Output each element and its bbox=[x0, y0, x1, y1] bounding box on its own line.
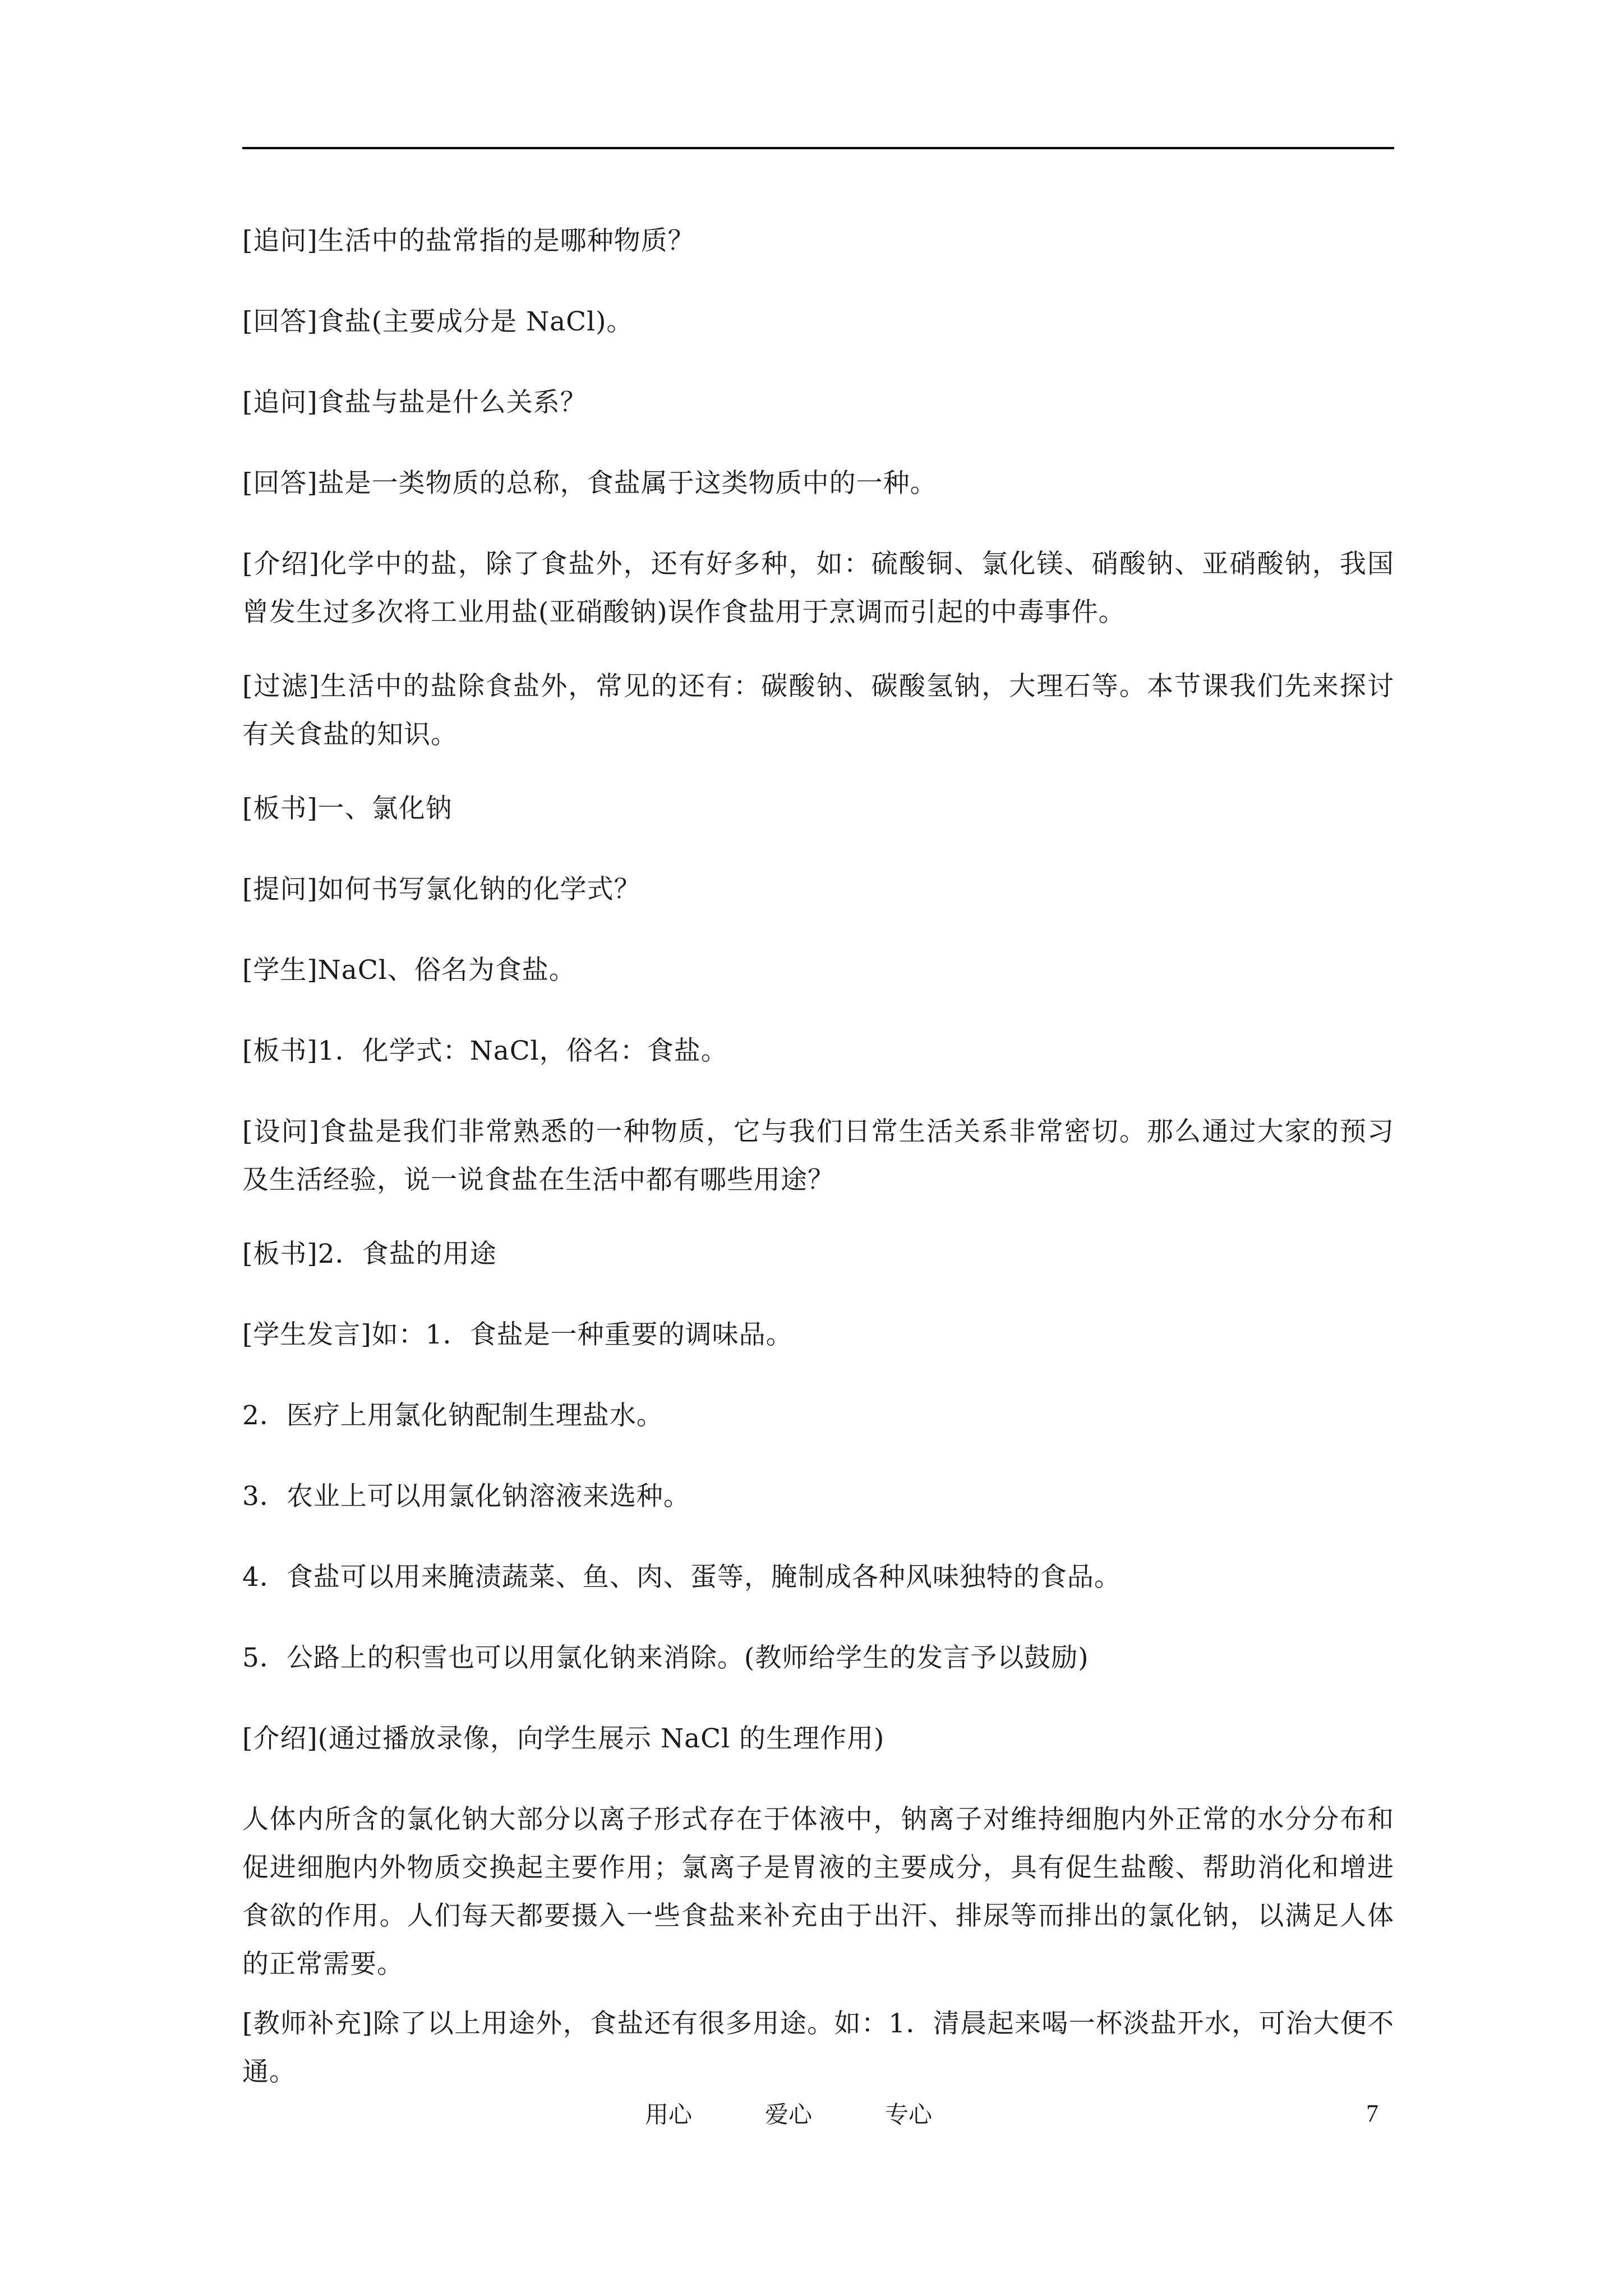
paragraph: [过滤]生活中的盐除食盐外，常见的还有：碳酸钠、碳酸氢钠，大理石等。本节课我们先来探讨有关食盐的知识。 bbox=[242, 671, 1394, 750]
paragraph: [追问]食盐与盐是什么关系？ bbox=[242, 387, 587, 418]
paragraph: 3．农业上可以用氯化钠溶液来选种。 bbox=[242, 1481, 690, 1512]
paragraph: [学生发言]如：1．食盐是一种重要的调味品。 bbox=[242, 1319, 793, 1350]
footer-motto-word: 专心 bbox=[885, 2101, 933, 2128]
paragraph: [提问]如何书写氯化钠的化学式？ bbox=[242, 874, 641, 905]
paragraph: 2．医疗上用氯化钠配制生理盐水。 bbox=[242, 1400, 663, 1431]
page-number: 7 bbox=[1366, 2100, 1378, 2127]
paragraph: [板书]2．食盐的用途 bbox=[242, 1239, 497, 1269]
paragraph: [教师补充]除了以上用途外，食盐还有很多用途。如：1．清晨起来喝一杯淡盐开水，可治大便不通。 bbox=[242, 2008, 1394, 2087]
paragraph: [回答]食盐(主要成分是 NaCl)。 bbox=[242, 306, 634, 337]
paragraph: [追问]生活中的盐常指的是哪种物质？ bbox=[242, 226, 695, 256]
paragraph: [设问]食盐是我们非常熟悉的一种物质，它与我们日常生活关系非常密切。那么通过大家的预习及生活经验，说一说食盐在生活中都有哪些用途？ bbox=[242, 1116, 1394, 1195]
header-rule bbox=[242, 147, 1394, 149]
paragraph: [板书]1．化学式：NaCl，俗名：食盐。 bbox=[242, 1036, 728, 1066]
paragraph: [介绍](通过播放录像，向学生展示 NaCl 的生理作用) bbox=[242, 1723, 885, 1754]
footer-motto-word: 用心 bbox=[645, 2101, 693, 2128]
paragraph: 人体内所含的氯化钠大部分以离子形式存在于体液中，钠离子对维持细胞内外正常的水分分布和促进细胞内外物质交换起主要作用；氯离子是胃液的主要成分，具有促生盐酸、帮助消化和增进食欲的作用。人们每天都要摄入一些食盐来补充由于出汗、排尿等而排出的氯化钠，以满足人体的正常需要。 bbox=[242, 1804, 1394, 1980]
paragraph: [介绍]化学中的盐，除了食盐外，还有好多种，如：硫酸铜、氯化镁、硝酸钠、亚硝酸钠，我国曾发生过多次将工业用盐(亚硝酸钠)误作食盐用于烹调而引起的中毒事件。 bbox=[242, 549, 1394, 628]
paragraph: 5．公路上的积雪也可以用氯化钠来消除。(教师给学生的发言予以鼓励) bbox=[242, 1642, 1089, 1673]
paragraph: [板书]一、氯化钠 bbox=[242, 793, 453, 824]
footer-motto-word: 爱心 bbox=[765, 2101, 813, 2128]
paragraph: [回答]盐是一类物质的总称，食盐属于这类物质中的一种。 bbox=[242, 468, 937, 499]
paragraph: [学生]NaCl、俗名为食盐。 bbox=[242, 955, 576, 986]
footer-motto bbox=[645, 2098, 932, 2132]
paragraph: 4．食盐可以用来腌渍蔬菜、鱼、肉、蛋等，腌制成各种风味独特的食品。 bbox=[242, 1562, 1121, 1593]
